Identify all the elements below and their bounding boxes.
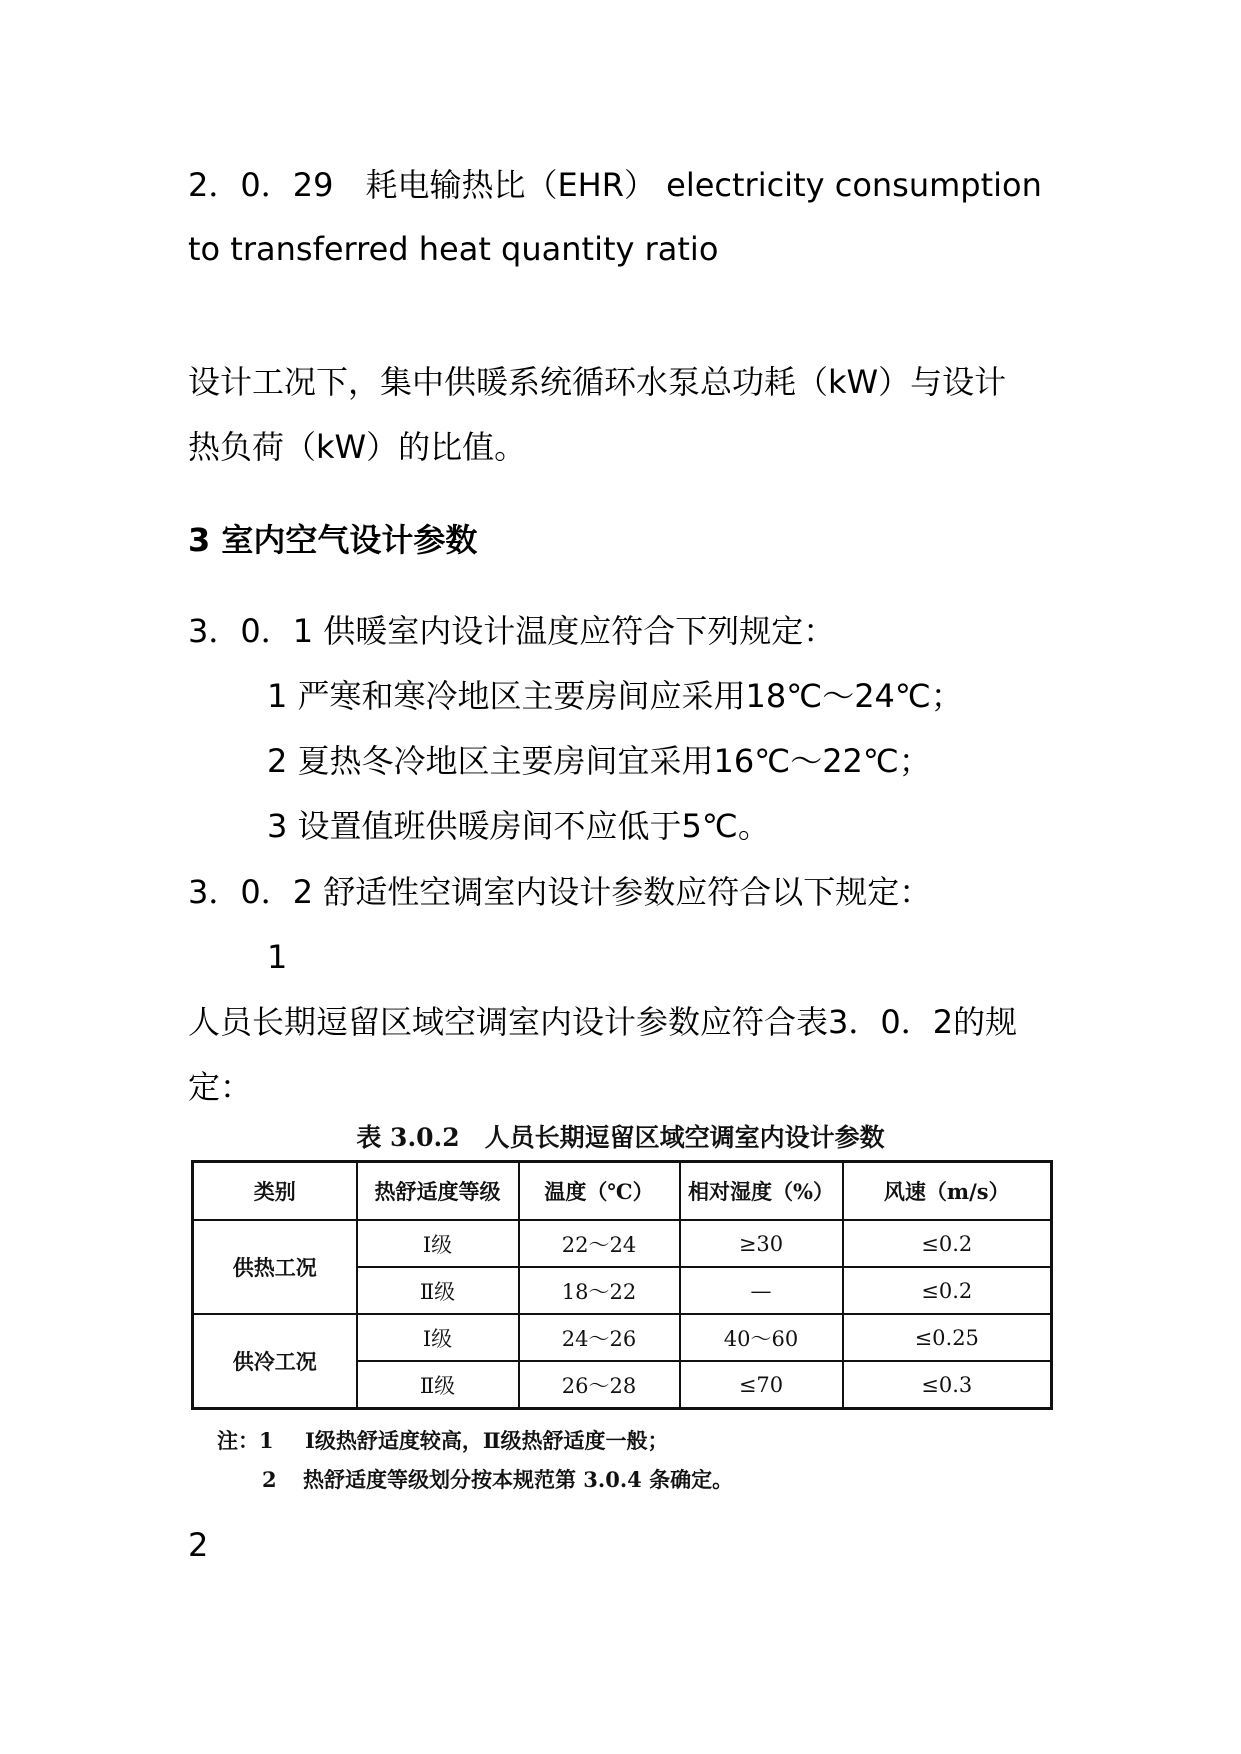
header-temperature: 温度（℃） — [519, 1162, 680, 1221]
header-comfort-level: 热舒适度等级 — [357, 1162, 519, 1221]
clause-3-0-2-item-1-line-2: 定： — [188, 1068, 253, 1106]
header-air-speed: 风速（m/s） — [843, 1162, 1052, 1221]
temperature-cell: 24～26 — [519, 1314, 680, 1361]
humidity-cell: ≤70 — [680, 1361, 843, 1409]
table-note-2-text: 热舒适度等级划分按本规范第 3.0.4 条确定。 — [303, 1467, 734, 1492]
temperature-cell: 18～22 — [519, 1267, 680, 1314]
table-row — [193, 1314, 1052, 1361]
table-note-1-text: Ⅰ级热舒适度较高，Ⅱ级热舒适度一般； — [305, 1428, 669, 1453]
table-header-row — [193, 1162, 1052, 1221]
humidity-cell: ≥30 — [680, 1220, 843, 1267]
clause-3-0-1-item-1: 1 严寒和寒冷地区主要房间应采用18℃～24℃； — [267, 677, 963, 715]
table-note-1-label: 注：1 — [217, 1428, 274, 1453]
header-category: 类别 — [193, 1162, 357, 1221]
clause-3-0-2-title: 3．0．2 舒适性空调室内设计参数应符合以下规定： — [188, 873, 932, 911]
humidity-cell: — — [680, 1267, 843, 1314]
temperature-cell: 22～24 — [519, 1220, 680, 1267]
header-humidity: 相对湿度（%） — [680, 1162, 843, 1221]
table-caption: 表 3.0.2 人员长期逗留区域空调室内设计参数 — [356, 1123, 885, 1152]
table-note-2-label: 2 — [262, 1467, 277, 1492]
clause-3-0-2-item-2-number: 2 — [188, 1526, 209, 1564]
air-speed-cell: ≤0.2 — [843, 1220, 1052, 1267]
clause-2-0-29-definition-line-2: 热负荷（kW）的比值。 — [188, 428, 527, 466]
clause-3-0-2-item-1-line-1: 人员长期逗留区域空调室内设计参数应符合表3．0．2的规 — [188, 1003, 1018, 1041]
clause-3-0-1-title: 3．0．1 供暖室内设计温度应符合下列规定： — [188, 612, 836, 650]
table-row — [193, 1220, 1052, 1267]
clause-3-0-1-item-3: 3 设置值班供暖房间不应低于5℃。 — [267, 807, 770, 845]
air-speed-cell: ≤0.25 — [843, 1314, 1052, 1361]
comfort-level-cell: Ⅱ级 — [357, 1267, 519, 1314]
clause-2-0-29-term-line-1: 2．0．29 耗电输热比（EHR） electricity consumption — [188, 166, 1042, 204]
comfort-level-cell: Ⅱ级 — [357, 1361, 519, 1409]
comfort-level-cell: Ⅰ级 — [357, 1220, 519, 1267]
clause-3-0-1-item-2: 2 夏热冬冷地区主要房间宜采用16℃～22℃； — [267, 742, 931, 780]
clause-2-0-29-definition-line-1: 设计工况下，集中供暖系统循环水泵总功耗（kW）与设计 — [188, 363, 1007, 401]
category-cell-heating: 供热工况 — [193, 1220, 357, 1314]
air-speed-cell: ≤0.2 — [843, 1267, 1052, 1314]
category-cell-cooling: 供冷工况 — [193, 1314, 357, 1409]
chapter-3-heading: 3 室内空气设计参数 — [188, 521, 478, 559]
comfort-level-cell: Ⅰ级 — [357, 1314, 519, 1361]
clause-3-0-2-item-1-number: 1 — [267, 938, 288, 976]
clause-2-0-29-term-line-2: to transferred heat quantity ratio — [188, 230, 719, 268]
temperature-cell: 26～28 — [519, 1361, 680, 1409]
air-speed-cell: ≤0.3 — [843, 1361, 1052, 1409]
table-3-0-2 — [191, 1160, 1053, 1410]
humidity-cell: 40～60 — [680, 1314, 843, 1361]
